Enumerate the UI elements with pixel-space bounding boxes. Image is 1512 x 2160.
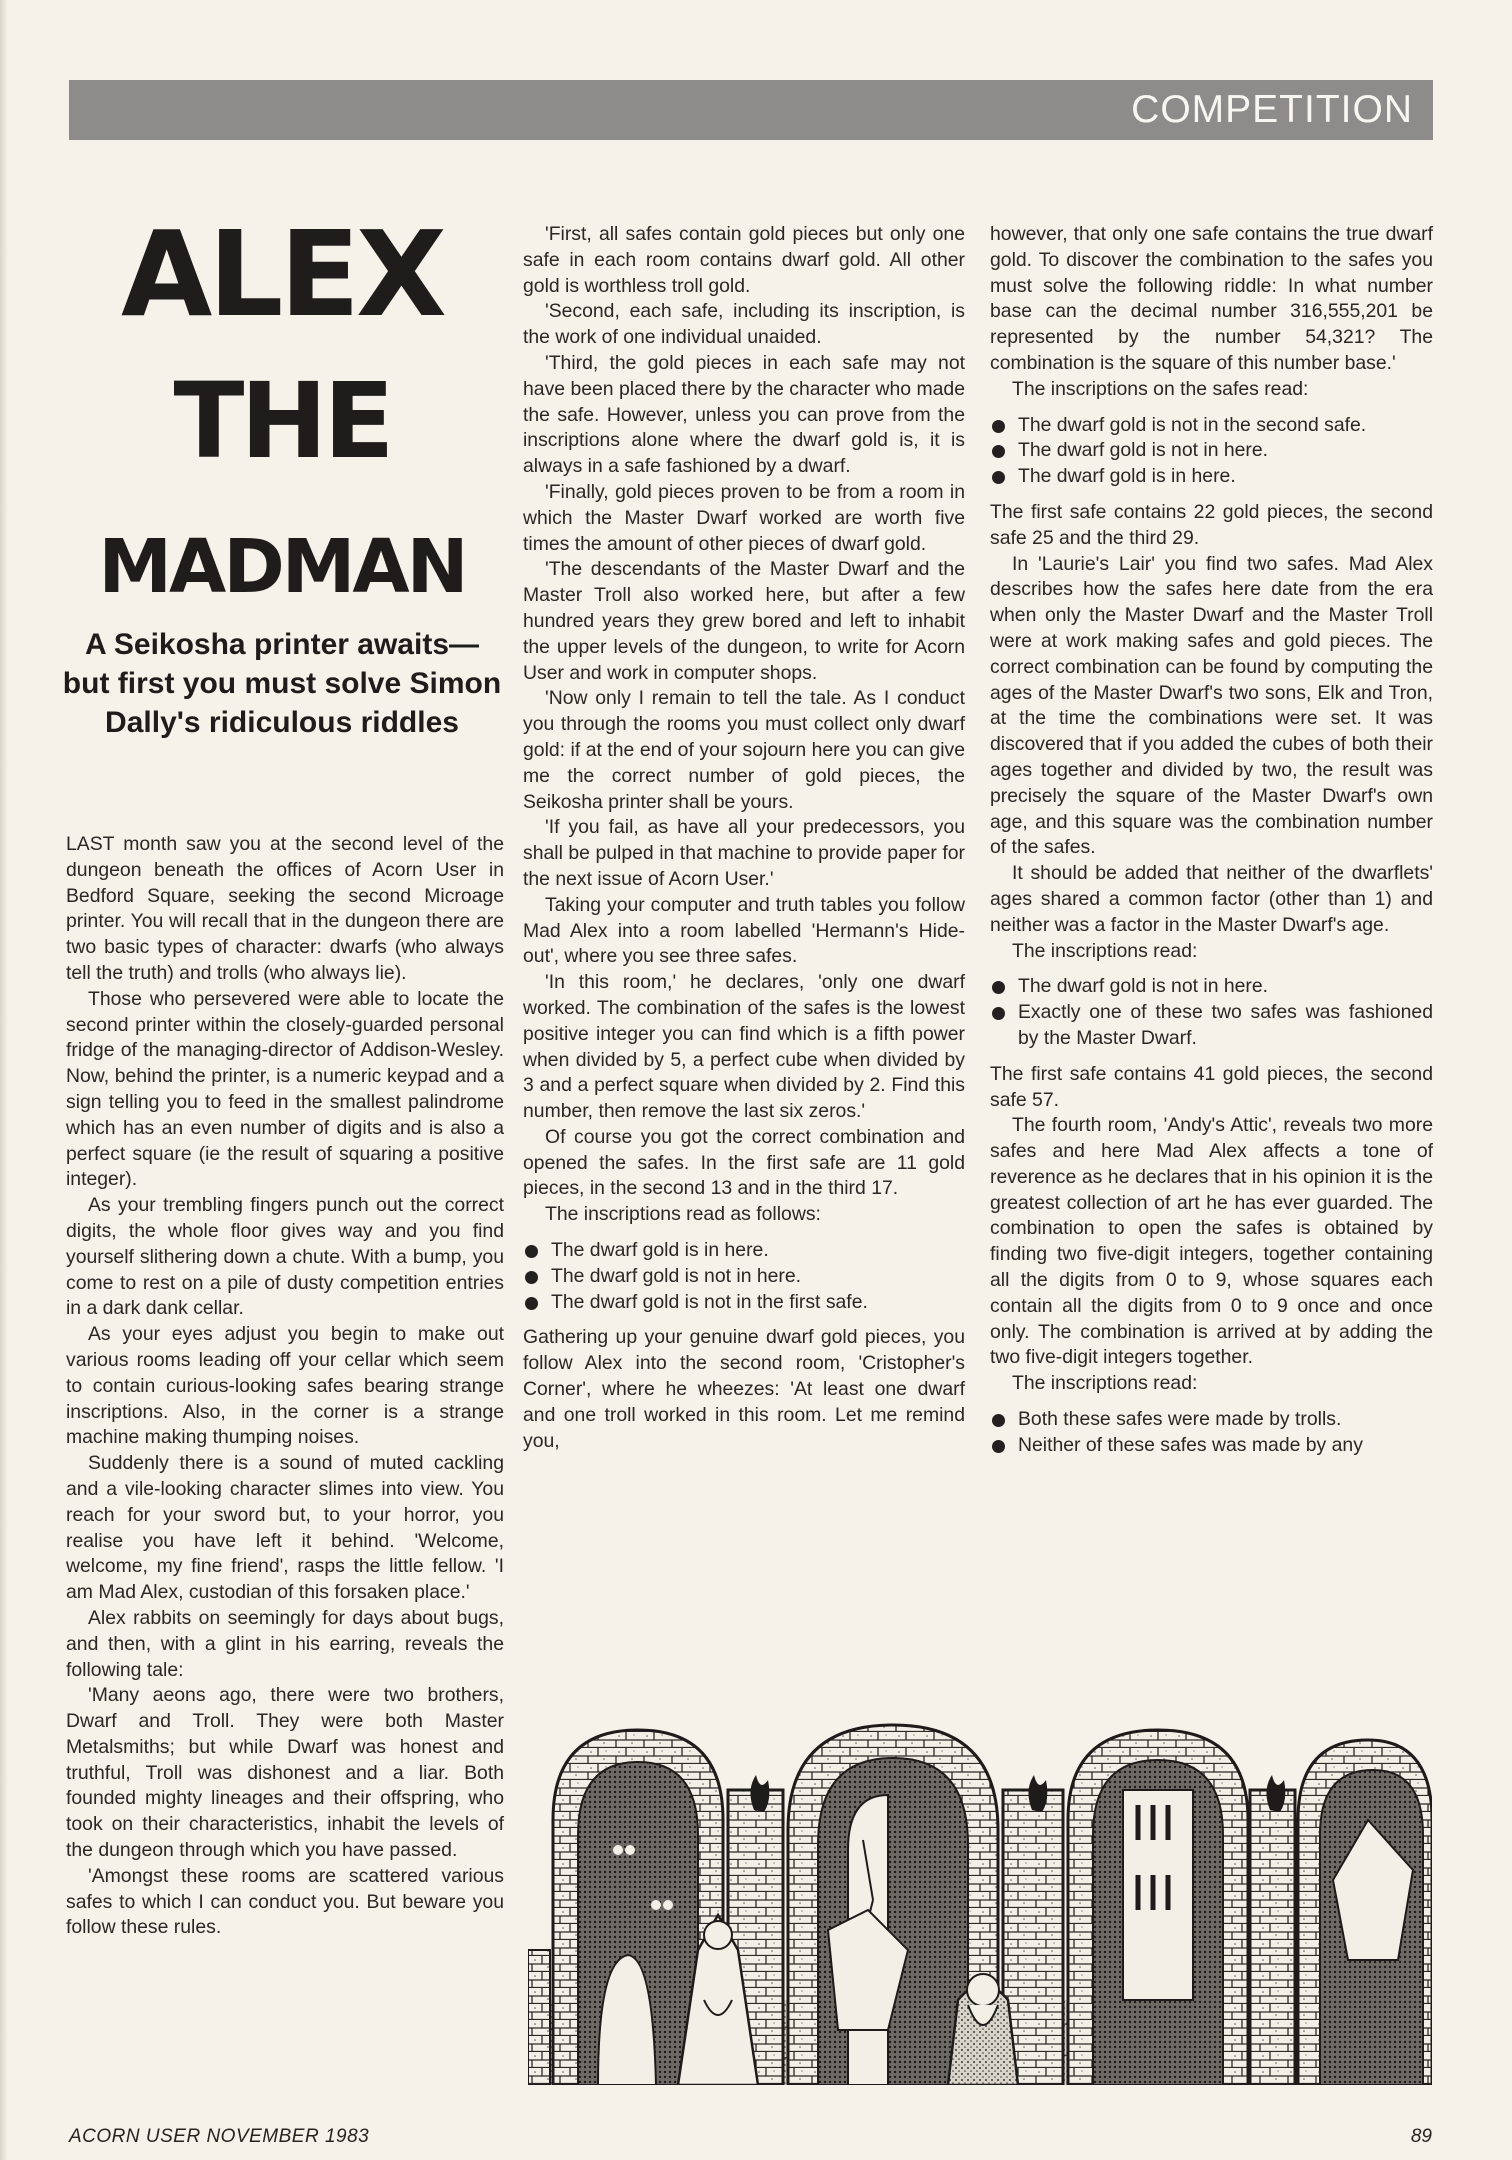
article-column-3 (990, 222, 1433, 1469)
paragraph: 'Many aeons ago, there were two brothers, Dwarf and Troll. They were both Master Metalsmiths; but while Dwarf was honest and truthful, Troll was dishonest and a liar. Both founded mighty lineages and their offspring, who took on their characteristics, inhabit the levels of the dungeon through which you have passed. (66, 1684, 504, 1862)
paragraph: The first safe contains 22 gold pieces, the second safe 25 and the third 29. (990, 500, 1433, 549)
paragraph: Suddenly there is a sound of muted cackling and a vile-looking character slimes into view. You reach for your sword but, to your horror, you realise you have left it behind. 'Welcome, welcome, my fine friend', rasps the little fellow. 'I am Mad Alex, custodian of this forsaken place.' (66, 1452, 504, 1604)
bullet-icon (992, 1414, 1005, 1427)
inscription-text: The dwarf gold is not in here. (1018, 975, 1269, 998)
inscription-text: The dwarf gold is not in the first safe. (551, 1290, 868, 1313)
paragraph: 'Finally, gold pieces proven to be from a room in which the Master Dwarf worked are worth five times the amount of other pieces of dwarf gold. (523, 480, 965, 555)
page-edge-shadow (0, 0, 8, 2160)
article-column-2 (523, 222, 965, 1454)
paragraph: however, that only one safe contains the true dwarf gold. To discover the combination to the safes you must solve the following riddle: In what number base can the decimal number 316,555,201 be represented by the number 54,321? The combination is the square of this number base.' (990, 223, 1433, 374)
paragraph: LAST month saw you at the second level of the dungeon beneath the offices of Acorn User in Bedford Square, seeking the second Microage printer. You will recall that in the dungeon there are two basic types of character: dwarfs (who always tell the truth) and trolls (who always lie). (66, 833, 504, 984)
inscription-text: Exactly one of these two safes was fashioned by the Master Dwarf. (1018, 1001, 1433, 1049)
dungeon-illustration (528, 1700, 1432, 2085)
inscription-text: The dwarf gold is in here. (551, 1239, 769, 1262)
paragraph: Alex rabbits on seemingly for days about bugs, and then, with a glint in his earring, reveals the following tale: (66, 1606, 504, 1681)
bullet-icon (992, 1440, 1005, 1453)
paragraph: The inscriptions read as follows: (545, 1203, 821, 1226)
page-number: 89 (1410, 2126, 1432, 2147)
headline-line-3: MADMAN (98, 524, 466, 610)
paragraph: In 'Laurie's Lair' you find two safes. Mad Alex describes how the safes here date from the era when only the Master Dwarf and the Master Troll were at work making safes and gold pieces. The correct combination can be found by computing the ages of the Master Dwarf's two sons, Elk and Tron, at the time the combinations were set. It was discovered that if you added the cubes of both their ages together and divided by two, the result was precisely the square of the Master Dwarf's own age, and this square was the combination number of the safes. (990, 552, 1433, 859)
archway-4 (1298, 1740, 1432, 2085)
inscription-item (990, 413, 1433, 439)
inscription-text: The dwarf gold is not in here. (551, 1264, 802, 1287)
bullet-icon (992, 471, 1005, 484)
publication-footer: ACORN USER NOVEMBER 1983 (69, 2126, 370, 2147)
inscription-text: Both these safes were made by trolls. (1018, 1408, 1342, 1431)
inscription-item (523, 1264, 965, 1290)
article-column-1 (66, 832, 504, 1941)
paragraph: The inscriptions on the safes read: (1012, 377, 1309, 400)
inscription-text: The dwarf gold is not in here. (1018, 439, 1269, 462)
paragraph: Those who persevered were able to locate the second printer within the closely-guarded personal fridge of the managing-director of Addison-Wesley. Now, behind the printer, is a numeric keypad and a sign telling you to feed in the smallest palindrome which has an even number of digits and is also a perfect square (ie the result of squaring a positive integer). (66, 987, 504, 1191)
section-banner (69, 80, 1433, 140)
inscription-item (990, 974, 1433, 1000)
inscription-text: The dwarf gold is not in the second safe. (1018, 413, 1367, 436)
paragraph: Of course you got the correct combination and opened the safes. In the first safe are 11 gold pieces, in the second 13 and in the third 17. (523, 1125, 965, 1200)
archway-3 (1068, 1730, 1248, 2085)
bullet-icon (992, 1007, 1005, 1020)
inscription-item (990, 1407, 1433, 1433)
paragraph: The fourth room, 'Andy's Attic', reveals two more safes and here Mad Alex affects a tone of reverence as he declares that in his opinion it is the greatest collection of art he has ever guarded. The combination to open the safes is obtained by finding two five-digit integers, together containing all the digits from 0 to 9, whose squares each contain all the digits from 0 to 9 once and once only. The combination is arrived at by adding the two five-digit integers together. (990, 1114, 1433, 1369)
bullet-icon (992, 445, 1005, 458)
inscription-text: The dwarf gold is in here. (1018, 465, 1236, 488)
inscription-list (990, 974, 1433, 1051)
paragraph: 'Amongst these rooms are scattered various safes to which I can conduct you. But beware you follow these rules. (66, 1864, 504, 1939)
inscription-item (990, 464, 1433, 490)
inscription-item (990, 1000, 1433, 1052)
paragraph: 'In this room,' he declares, 'only one dwarf worked. The combination of the safes is the lowest positive integer you can find which is a fifth power when divided by 5, a perfect cube when divided by 3 and a perfect square when divided by 2. Find this number, then remove the last six zeros.' (523, 971, 965, 1123)
paragraph: As your trembling fingers punch out the correct digits, the whole floor gives way and you find yourself slithering down a chute. With a bump, you come to rest on a pile of dusty competition entries in a dark dank cellar. (66, 1194, 504, 1320)
bullet-icon (992, 420, 1005, 433)
paragraph: The inscriptions read: (1012, 939, 1198, 962)
paragraph: As your eyes adjust you begin to make out various rooms leading off your cellar which seem to contain curious-looking safes bearing strange inscriptions. Also, in the corner is a strange machine making thumping noises. (66, 1323, 504, 1449)
paragraph: 'Now only I remain to tell the tale. As I conduct you through the rooms you must collect only dwarf gold: if at the end of your sojourn here you can give me the correct number of gold pieces, the Seikosha printer shall be yours. (523, 687, 965, 813)
inscription-item (990, 1433, 1433, 1459)
paragraph: 'Second, each safe, including its inscription, is the work of one individual unaided. (523, 300, 965, 349)
paragraph: It should be added that neither of the dwarflets' ages shared a common factor (other than 1) and neither was a factor in the Master Dwarf's age. (990, 862, 1433, 936)
paragraph: 'If you fail, as have all your predecessors, you shall be pulped in that machine to provide paper for the next issue of Acorn User.' (523, 816, 965, 890)
standfirst: A Seikosha printer awaits—but first you must solve Simon Dally's ridiculous riddles (62, 628, 502, 739)
inscription-list (523, 1238, 965, 1315)
inscription-list (990, 413, 1433, 490)
headline-line-2: THE (173, 360, 391, 482)
bullet-icon (992, 981, 1005, 994)
bullet-icon (525, 1297, 538, 1310)
bullet-icon (525, 1271, 538, 1284)
headline-line-1: ALEX (120, 205, 444, 343)
inscription-text: Neither of these safes was made by any (1018, 1433, 1363, 1456)
paragraph: 'First, all safes contain gold pieces but only one safe in each room contains dwarf gold. All other gold is worthless troll gold. (523, 223, 965, 297)
inscription-list (990, 1407, 1433, 1459)
inscription-item (523, 1238, 965, 1264)
paragraph: Gathering up your genuine dwarf gold pieces, you follow Alex into the second room, 'Cristopher's Corner', where he wheezes: 'At least one dwarf and one troll worked in this room. Let me remind you, (523, 1326, 965, 1452)
section-label: COMPETITION (1131, 88, 1413, 131)
paragraph: 'Third, the gold pieces in each safe may not have been placed there by the character who made the safe. However, unless you can prove from the inscriptions alone where the dwarf gold is, it is always in a safe fashioned by a dwarf. (523, 351, 965, 478)
article-headline (62, 205, 502, 630)
inscription-item (523, 1290, 965, 1316)
paragraph: The inscriptions read: (1012, 1372, 1198, 1395)
paragraph: Taking your computer and truth tables you follow Mad Alex into a room labelled 'Hermann's Hide-out', where you see three safes. (523, 893, 965, 968)
paragraph: The first safe contains 41 gold pieces, the second safe 57. (990, 1062, 1433, 1111)
inscription-item (990, 438, 1433, 464)
bullet-icon (525, 1245, 538, 1258)
paragraph: 'The descendants of the Master Dwarf and the Master Troll also worked here, but after a few hundred years they grew bored and left to inhabit the upper levels of the dungeon, to write for Acorn User and work in computer shops. (523, 558, 965, 684)
